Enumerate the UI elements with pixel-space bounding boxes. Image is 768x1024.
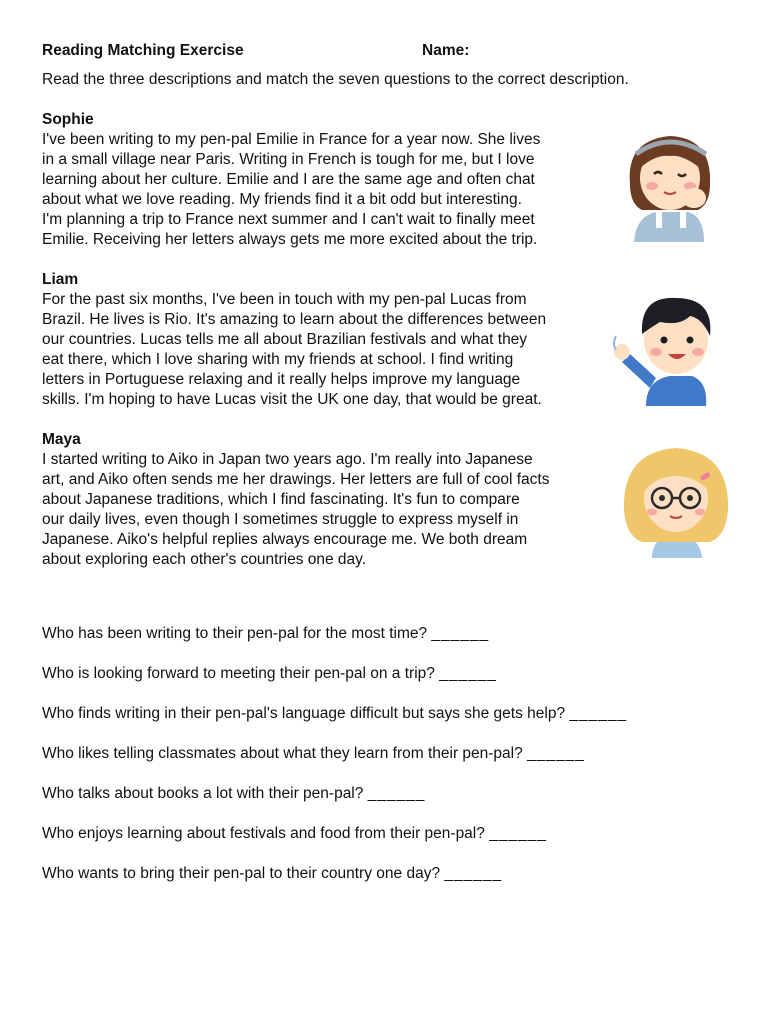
text-line: skills. I'm hoping to have Lucas visit the UK one day, that would be great. xyxy=(42,391,542,408)
answer-blank[interactable]: ______ xyxy=(569,705,628,722)
worksheet-title: Reading Matching Exercise xyxy=(42,42,244,59)
answer-blank[interactable]: ______ xyxy=(367,785,426,802)
section-name: Maya xyxy=(42,431,81,448)
text-line: our countries. Lucas tells me all about Brazilian festivals and what they xyxy=(42,331,528,348)
worksheet-header xyxy=(42,42,722,64)
text-line: about Japanese traditions, which I find fascinating. It's fun to compare xyxy=(42,491,520,508)
question-item xyxy=(42,664,742,684)
question-item xyxy=(42,864,742,884)
section-name: Sophie xyxy=(42,111,94,128)
girl-resting-chin-icon xyxy=(612,124,730,242)
question-text: Who likes telling classmates about what they learn from their pen-pal? xyxy=(42,745,523,762)
questions-list xyxy=(42,624,742,904)
answer-blank[interactable]: ______ xyxy=(527,745,585,762)
text-line: in a small village near Paris. Writing in French is tough for me, but I love xyxy=(42,151,535,168)
question-text: Who is looking forward to meeting their pen-pal on a trip? xyxy=(42,665,435,682)
text-line: learning about her culture. Emilie and I are the same age and often chat xyxy=(42,171,535,188)
question-text: Who has been writing to their pen-pal for the most time? xyxy=(42,625,428,642)
text-line: eat there, which I love sharing with my friends at school. I find writing xyxy=(42,351,514,368)
question-text: Who wants to bring their pen-pal to their country one day? xyxy=(42,865,441,882)
question-item xyxy=(42,624,742,644)
text-line: art, and Aiko often sends me her drawings. Her letters are full of cool facts xyxy=(42,471,550,488)
section-name: Liam xyxy=(42,271,79,288)
text-line: I started writing to Aiko in Japan two years ago. I'm really into Japanese xyxy=(42,451,533,468)
question-text: Who enjoys learning about festivals and food from their pen-pal? xyxy=(42,825,485,842)
text-line: about what we love reading. My friends find it a bit odd but interesting. xyxy=(42,191,522,208)
question-item xyxy=(42,744,742,764)
answer-blank[interactable]: ______ xyxy=(444,865,503,882)
answer-blank[interactable]: ______ xyxy=(431,625,490,642)
answer-blank[interactable]: ______ xyxy=(489,825,547,842)
text-line: For the past six months, I've been in touch with my pen-pal Lucas from xyxy=(42,291,527,308)
question-item xyxy=(42,704,742,724)
name-label: Name: xyxy=(422,42,470,59)
text-line: Brazil. He lives is Rio. It's amazing to learn about the differences between xyxy=(42,311,547,328)
text-line: Japanese. Aiko's helpful replies always encourage me. We both dream xyxy=(42,531,528,548)
question-item xyxy=(42,824,742,844)
boy-waving-icon xyxy=(610,288,728,406)
instructions: Read the three descriptions and match the seven questions to the correct description. xyxy=(42,71,629,88)
question-item xyxy=(42,784,742,804)
girl-with-glasses-icon xyxy=(618,440,736,558)
text-line: our daily lives, even though I sometimes struggle to express myself in xyxy=(42,511,519,528)
text-line: I'm planning a trip to France next summer and I can't wait to finally meet xyxy=(42,211,535,228)
section-text xyxy=(42,130,610,250)
text-line: about exploring each other's countries one day. xyxy=(42,551,367,568)
section-text xyxy=(42,290,610,410)
text-line: Emilie. Receiving her letters always gets me more excited about the trip. xyxy=(42,231,538,248)
question-text: Who talks about books a lot with their pen-pal? xyxy=(42,785,364,802)
question-text: Who finds writing in their pen-pal's language difficult but says she gets help? xyxy=(42,705,566,722)
section-text xyxy=(42,450,610,570)
text-line: letters in Portuguese relaxing and it really helps improve my language xyxy=(42,371,521,388)
text-line: I've been writing to my pen-pal Emilie in France for a year now. She lives xyxy=(42,131,541,148)
answer-blank[interactable]: ______ xyxy=(439,665,497,682)
